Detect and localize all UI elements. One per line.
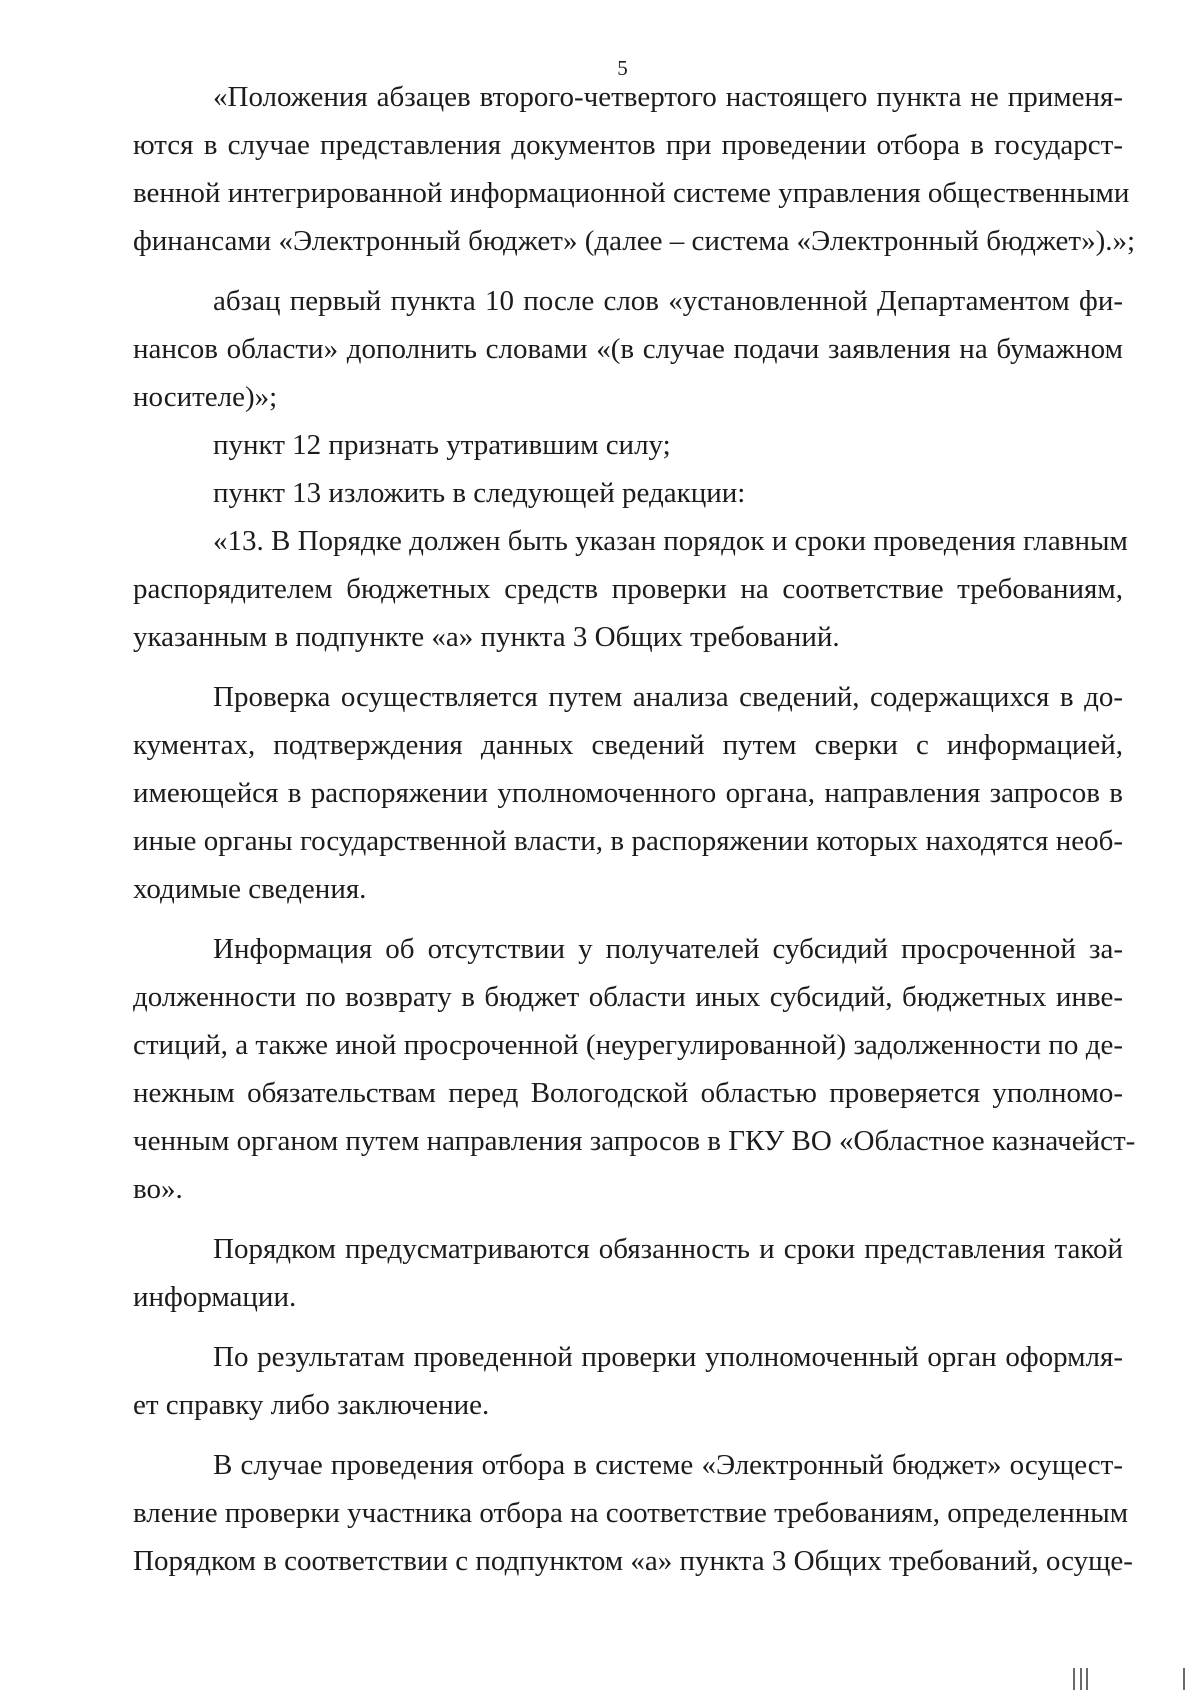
text-line: Порядком в соответствии с подпунктом «а» пункта 3 Общих требований, осуще-	[133, 1545, 1133, 1577]
text-line: иные органы государственной власти, в распоряжении которых находятся необ-	[133, 825, 1123, 857]
paragraph-obligations	[133, 1225, 1123, 1321]
paragraph-electronic-budget-selection	[133, 1441, 1133, 1585]
text-line: носителе)»;	[133, 381, 278, 413]
page-number: 5	[617, 56, 628, 80]
paragraph-point-13	[133, 517, 1128, 661]
text-line: нансов области» дополнить словами «(в случае подачи заявления на бумажном	[133, 333, 1123, 365]
text-line: ченным органом путем направления запросов в ГКУ ВО «Областное казначейст-	[133, 1125, 1136, 1157]
text-line: финансами «Электронный бюджет» (далее – система «Электронный бюджет»).»;	[133, 225, 1136, 257]
text-line: ет справку либо заключение.	[133, 1389, 490, 1421]
text-line: ходимые сведения.	[133, 873, 367, 905]
text-line: Проверка осуществляется путем анализа сведений, содержащихся в до-	[213, 681, 1123, 713]
text-line: кументах, подтверждения данных сведений путем сверки с информацией,	[133, 729, 1123, 761]
scan-artifact	[1086, 1668, 1088, 1690]
paragraph-point-13-intro	[133, 469, 1123, 517]
scan-artifact	[1073, 1668, 1075, 1690]
text-line: Информация об отсутствии у получателей субсидий просроченной за-	[213, 933, 1123, 965]
paragraph-point-10	[133, 277, 1123, 421]
scan-artifact	[1183, 1668, 1185, 1690]
text-line: имеющейся в распоряжении уполномоченного органа, направления запросов в	[133, 777, 1123, 809]
paragraph-verification-results	[133, 1333, 1123, 1429]
text-line: В случае проведения отбора в системе «Электронный бюджет» осущест-	[213, 1449, 1123, 1481]
text-line: венной интегрированной информационной системе управления общественными	[133, 177, 1130, 209]
text-line: во».	[133, 1173, 183, 1205]
text-line: стиций, а также иной просроченной (неурегулированной) задолженности по де-	[133, 1029, 1123, 1061]
text-line: «13. В Порядке должен быть указан порядок и сроки проведения главным	[213, 525, 1128, 557]
text-line: указанным в подпункте «а» пункта 3 Общих требований.	[133, 621, 840, 653]
text-line: распорядителем бюджетных средств проверки на соответствие требованиям,	[133, 573, 1123, 605]
text-line: пункт 12 признать утратившим силу;	[213, 429, 671, 461]
text-line: пункт 13 изложить в следующей редакции:	[213, 477, 746, 509]
text-line: вление проверки участника отбора на соответствие требованиям, определенным	[133, 1497, 1129, 1529]
text-line: ются в случае представления документов при проведении отбора в государст-	[133, 129, 1123, 161]
text-line: Порядком предусматриваются обязанность и сроки представления такой	[213, 1233, 1123, 1265]
paragraph-debt-information	[133, 925, 1136, 1213]
text-line: долженности по возврату в бюджет области иных субсидий, бюджетных инве-	[133, 981, 1123, 1013]
document-body	[133, 73, 1136, 1585]
text-line: По результатам проведенной проверки уполномоченный орган оформля-	[213, 1341, 1123, 1373]
paragraph-quoted-provision	[133, 73, 1136, 265]
text-line: абзац первый пункта 10 после слов «установленной Департаментом фи-	[213, 285, 1123, 317]
paragraph-point-12	[133, 421, 1123, 469]
text-line: информации.	[133, 1281, 297, 1313]
text-line: нежным обязательствам перед Вологодской областью проверяется уполномо-	[133, 1077, 1123, 1109]
paragraph-verification	[133, 673, 1123, 913]
text-line: «Положения абзацев второго-четвертого настоящего пункта не применя-	[213, 81, 1123, 113]
scan-artifact	[1080, 1668, 1082, 1690]
